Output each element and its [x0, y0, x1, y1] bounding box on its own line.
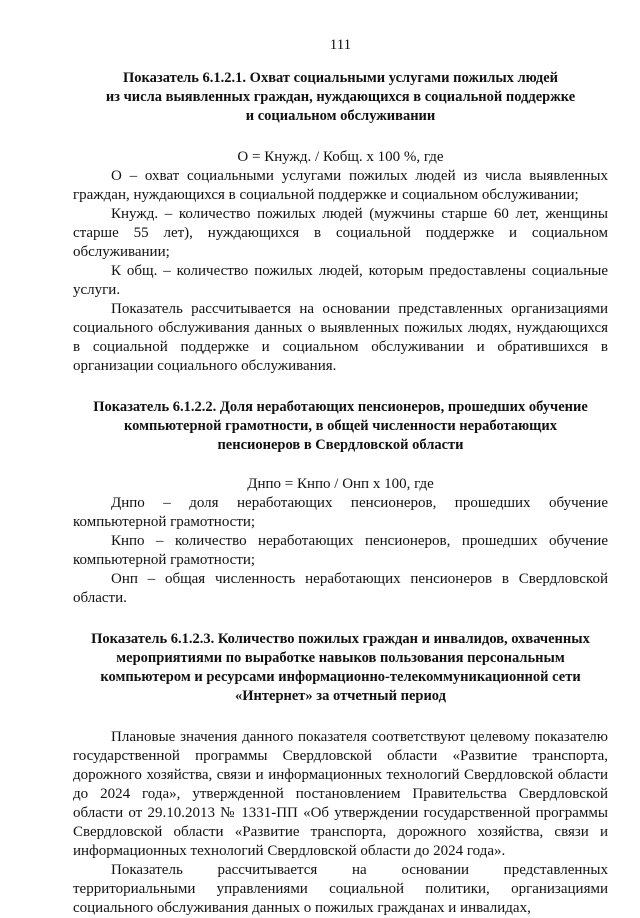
- heading-line: мероприятиями по выработке навыков пользования персональным: [116, 650, 565, 666]
- section-heading-6-1-2-1: [73, 69, 608, 126]
- paragraph: Днпо – доля неработающих пенсионеров, прошедших обучение компьютерной грамотности;: [73, 495, 608, 530]
- heading-line: Показатель 6.1.2.3. Количество пожилых граждан и инвалидов, охваченных: [91, 631, 590, 647]
- heading-line: Показатель 6.1.2.1. Охват социальными услугами пожилых людей: [122, 70, 559, 86]
- section-heading-6-1-2-2: [73, 398, 608, 455]
- formula: О = Кнужд. / Кобщ. х 100 %, где: [237, 149, 444, 165]
- heading-line: пенсионеров в Свердловской области: [217, 437, 464, 453]
- section-6-1-2-1: [73, 69, 608, 376]
- paragraph: К общ. – количество пожилых людей, которым предоставлены социальные услуги.: [73, 263, 608, 298]
- paragraph: Кнпо – количество неработающих пенсионеров, прошедших обучение компьютерной грамотности;: [73, 533, 608, 568]
- paragraph: О – охват социальными услугами пожилых людей из числа выявленных граждан, нуждающихся в социальной поддержке и социальном обслуживании;: [73, 168, 608, 203]
- page-number: 111: [329, 37, 352, 53]
- paragraph: Показатель рассчитывается на основании представленных организациями социального обслуживания данных о выявленных пожилых людях, нуждающихся в социальной поддержке и социальном обслуживании и обратившихся в организации социального обслуживания.: [73, 301, 608, 374]
- heading-line: из числа выявленных граждан, нуждающихся в социальной поддержке: [105, 89, 576, 105]
- heading-line: «Интернет» за отчетный период: [235, 688, 446, 704]
- paragraph: Онп – общая численность неработающих пенсионеров в Свердловской области.: [73, 571, 608, 606]
- section-6-1-2-2: [73, 398, 608, 608]
- paragraph: Кнужд. – количество пожилых людей (мужчины старше 60 лет, женщины старше 55 лет), нуждающихся в социальной поддержке и социальном обслуживании;: [73, 206, 608, 260]
- paragraph: Показатель рассчитывается на основании представленных территориальными управлениями социальной политики, организациями социального обслуживания данных о пожилых гражданах и инвалидах,: [73, 862, 608, 916]
- document-page: [73, 36, 608, 918]
- heading-line: и социальном обслуживании: [245, 108, 436, 124]
- heading-line: Показатель 6.1.2.2. Доля неработающих пенсионеров, прошедших обучение: [93, 399, 588, 415]
- section-heading-6-1-2-3: [73, 630, 608, 706]
- heading-line: компьютером и ресурсами информационно-телекоммуникационной сети: [100, 669, 581, 685]
- heading-line: компьютерной грамотности, в общей численности неработающих: [123, 418, 557, 434]
- paragraph: Плановые значения данного показателя соответствуют целевому показателю государственной программы Свердловской области «Развитие транспорта, дорожного хозяйства, связи и информационных технологий Свердловской области до 2024 года», утвержденной постановлением Правительства Свердловской области от 29.10.2013 № 1331-ПП «Об утверждении государственной программы Свердловской области «Развитие транспорта, дорожного хозяйства, связи и информационных технологий Свердловской области до 2024 года».: [73, 729, 608, 859]
- section-6-1-2-3: [73, 630, 608, 918]
- formula: Днпо = Кнпо / Онп х 100, где: [247, 476, 434, 492]
